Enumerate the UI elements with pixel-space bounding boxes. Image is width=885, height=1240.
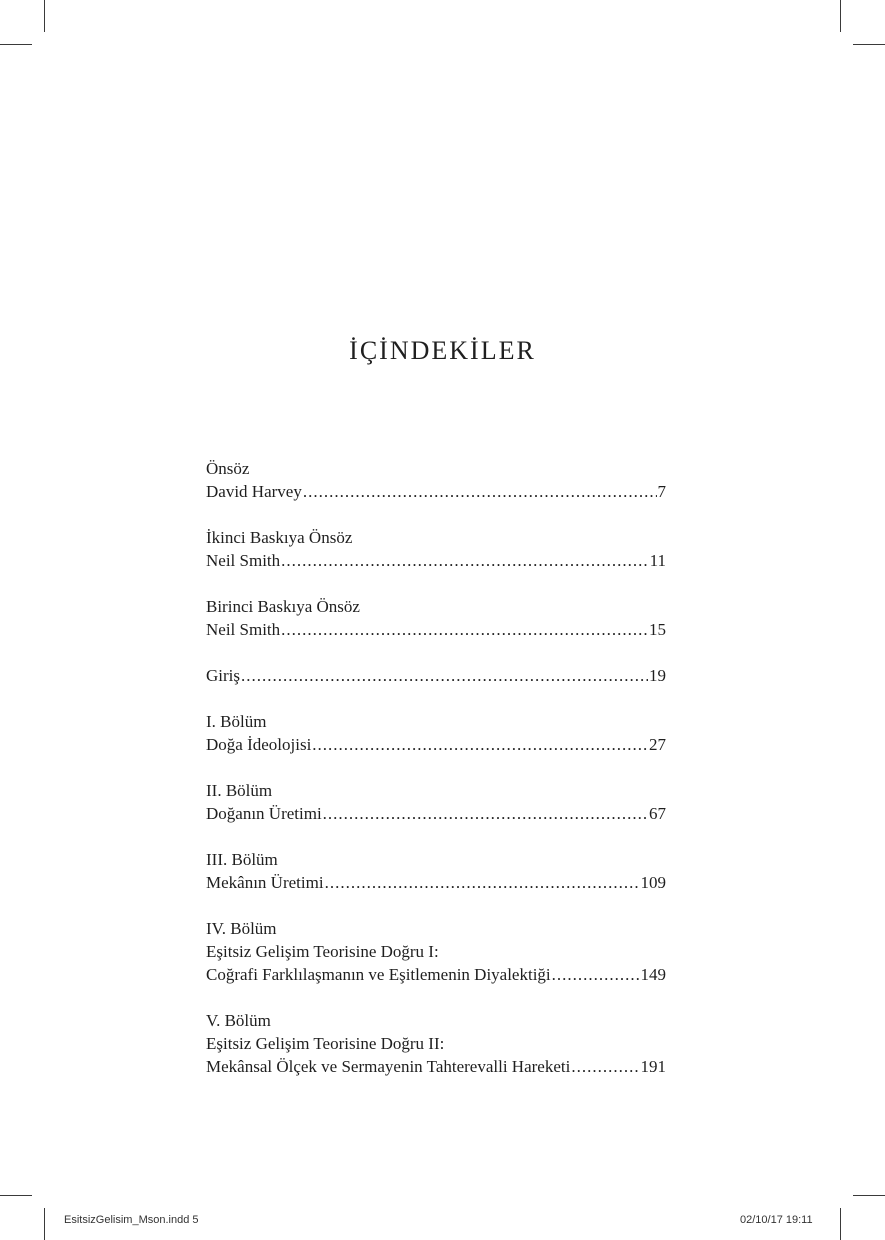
crop-mark-bottom-right-horizontal [853,1195,885,1196]
toc-leader-row [206,1055,666,1078]
crop-mark-bottom-right-vertical [840,1208,841,1240]
toc-page-number: 149 [640,965,666,984]
crop-mark-top-right-horizontal [853,44,885,45]
toc-page-number: 27 [649,735,666,754]
toc-entry [206,457,666,503]
page-title: İÇİNDEKİLER [349,336,536,365]
toc-entry [206,848,666,894]
dot-leader [323,802,648,825]
toc-entry-title: Doğa İdeolojisi [206,735,312,754]
toc-entry-title: Giriş [206,666,240,685]
dot-leader [281,618,648,641]
toc-page-number: 11 [649,551,666,570]
toc-leader-row [206,871,666,894]
dot-leader [312,733,648,756]
toc-entry [206,710,666,756]
dot-leader [303,480,657,503]
toc-entry-title: Neil Smith [206,620,281,639]
toc-section-heading: I. Bölüm [206,712,267,731]
toc-entry-title: Mekânsal Ölçek ve Sermayenin Tahterevalli Hareketi [206,1057,571,1076]
toc-page-number: 7 [657,482,666,501]
toc-entry-title: Neil Smith [206,551,281,570]
crop-mark-top-right-vertical [840,0,841,32]
toc-entry-title: Coğrafi Farklılaşmanın ve Eşitlemenin Diyalektiği [206,965,551,984]
dot-leader [571,1055,639,1078]
toc-entry [206,526,666,572]
crop-mark-top-left-horizontal [0,44,32,45]
toc-page-number: 15 [649,620,666,639]
toc-entry-title: Mekânın Üretimi [206,873,324,892]
toc-entry [206,664,666,687]
toc-leader-row [206,664,666,687]
toc-leader-row [206,618,666,641]
toc-section-heading: II. Bölüm [206,781,273,800]
crop-mark-top-left-vertical [44,0,45,32]
dot-leader [325,871,640,894]
slug-timestamp: 02/10/17 19:11 [740,1214,813,1226]
toc-leader-row [206,963,666,986]
toc-section-heading: V. Bölüm [206,1011,271,1030]
toc-entry [206,1009,666,1078]
crop-mark-bottom-left-vertical [44,1208,45,1240]
toc-page-number: 19 [649,666,666,685]
toc-entry-title: Doğanın Üretimi [206,804,322,823]
toc-section-heading: Önsöz [206,459,250,478]
toc-subtitle: Eşitsiz Gelişim Teorisine Doğru I: [206,942,439,961]
slug-filename: EsitsizGelisim_Mson.indd 5 [64,1214,199,1226]
dot-leader [281,549,648,572]
dot-leader [241,664,648,687]
toc-subtitle: Eşitsiz Gelişim Teorisine Doğru II: [206,1034,445,1053]
dot-leader [552,963,640,986]
toc-section-heading: IV. Bölüm [206,919,277,938]
toc-leader-row [206,549,666,572]
toc-entry [206,779,666,825]
table-of-contents [206,457,666,1101]
toc-section-heading: İkinci Baskıya Önsöz [206,528,353,547]
toc-entry [206,595,666,641]
toc-section-heading: Birinci Baskıya Önsöz [206,597,360,616]
toc-leader-row [206,480,666,503]
toc-leader-row [206,733,666,756]
toc-section-heading: III. Bölüm [206,850,278,869]
crop-mark-bottom-left-horizontal [0,1195,32,1196]
toc-entry [206,917,666,986]
toc-page-number: 109 [640,873,666,892]
toc-page-number: 191 [640,1057,666,1076]
toc-leader-row [206,802,666,825]
toc-entry-title: David Harvey [206,482,302,501]
toc-page-number: 67 [649,804,666,823]
